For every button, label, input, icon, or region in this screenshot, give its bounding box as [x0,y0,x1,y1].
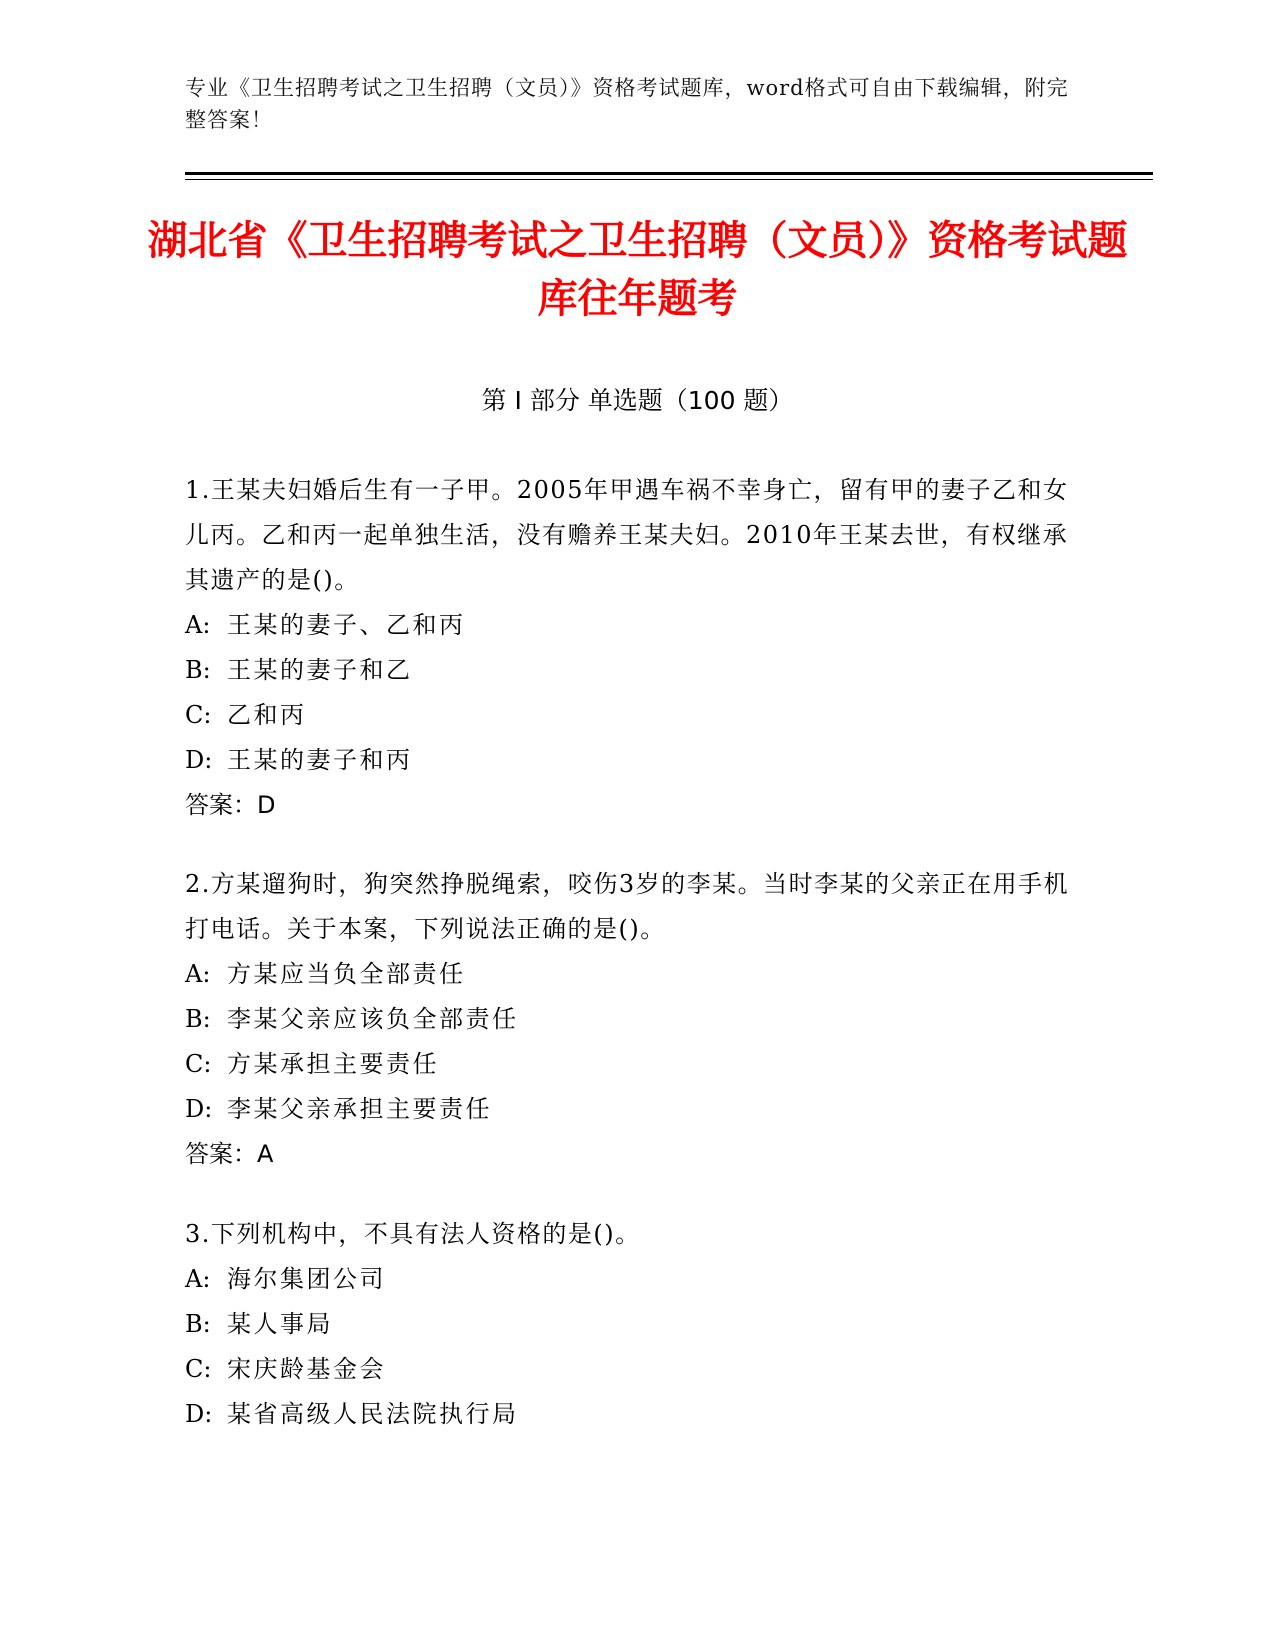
option-d [185,1392,1075,1437]
option-c [185,1347,1075,1392]
option-text: 方某应当负全部责任 [227,960,466,988]
option-letter: B: [185,1310,211,1338]
option-letter: A: [185,1265,211,1293]
option-b [185,648,1075,693]
option-a [185,1257,1075,1302]
option-text: 方某承担主要责任 [227,1050,439,1078]
option-b [185,997,1075,1042]
option-letter: B: [185,1005,211,1033]
option-letter: A: [185,611,211,639]
section-title: 第 I 部分 单选题（100 题） [481,386,794,415]
option-a [185,952,1075,997]
header-note: 专业《卫生招聘考试之卫生招聘（文员）》资格考试题库，word格式可自由下载编辑，附完整答案！ [185,76,1069,132]
option-letter: B: [185,656,211,684]
question-2 [185,862,1075,1177]
option-c [185,1042,1075,1087]
option-letter: A: [185,960,211,988]
option-d [185,738,1075,783]
option-text: 宋庆龄基金会 [227,1355,386,1383]
answer-line: 答案：A [185,1140,274,1168]
question-1 [185,468,1075,828]
option-letter: D: [185,1400,213,1428]
question-stem: 3.下列机构中，不具有法人资格的是()。 [185,1220,641,1248]
option-text: 乙和丙 [227,701,307,729]
header-divider-thin [185,179,1153,180]
option-a [185,603,1075,648]
answer-line: 答案：D [185,791,276,819]
option-text: 王某的妻子和丙 [227,746,413,774]
option-text: 王某的妻子和乙 [227,656,413,684]
option-d [185,1087,1075,1132]
option-letter: C: [185,1355,212,1383]
option-text: 李某父亲承担主要责任 [227,1095,492,1123]
option-letter: C: [185,701,212,729]
option-text: 某人事局 [227,1310,333,1338]
header-divider-thick [185,172,1153,175]
option-text: 王某的妻子、乙和丙 [227,611,466,639]
option-text: 李某父亲应该负全部责任 [227,1005,519,1033]
option-b [185,1302,1075,1347]
question-stem: 2.方某遛狗时，狗突然挣脱绳索，咬伤3岁的李某。当时李某的父亲正在用手机打电话。关于本案，下列说法正确的是()。 [185,870,1070,943]
question-stem: 1.王某夫妇婚后生有一子甲。2005年甲遇车祸不幸身亡，留有甲的妻子乙和女儿丙。乙和丙一起单独生活，没有赡养王某夫妇。2010年王某去世，有权继承其遗产的是()。 [185,476,1069,594]
option-letter: C: [185,1050,212,1078]
document-title: 湖北省《卫生招聘考试之卫生招聘（文员）》资格考试题库往年题考 [147,218,1128,322]
option-letter: D: [185,746,213,774]
option-c [185,693,1075,738]
option-text: 某省高级人民法院执行局 [227,1400,519,1428]
option-text: 海尔集团公司 [227,1265,386,1293]
question-3 [185,1212,1075,1437]
option-letter: D: [185,1095,213,1123]
